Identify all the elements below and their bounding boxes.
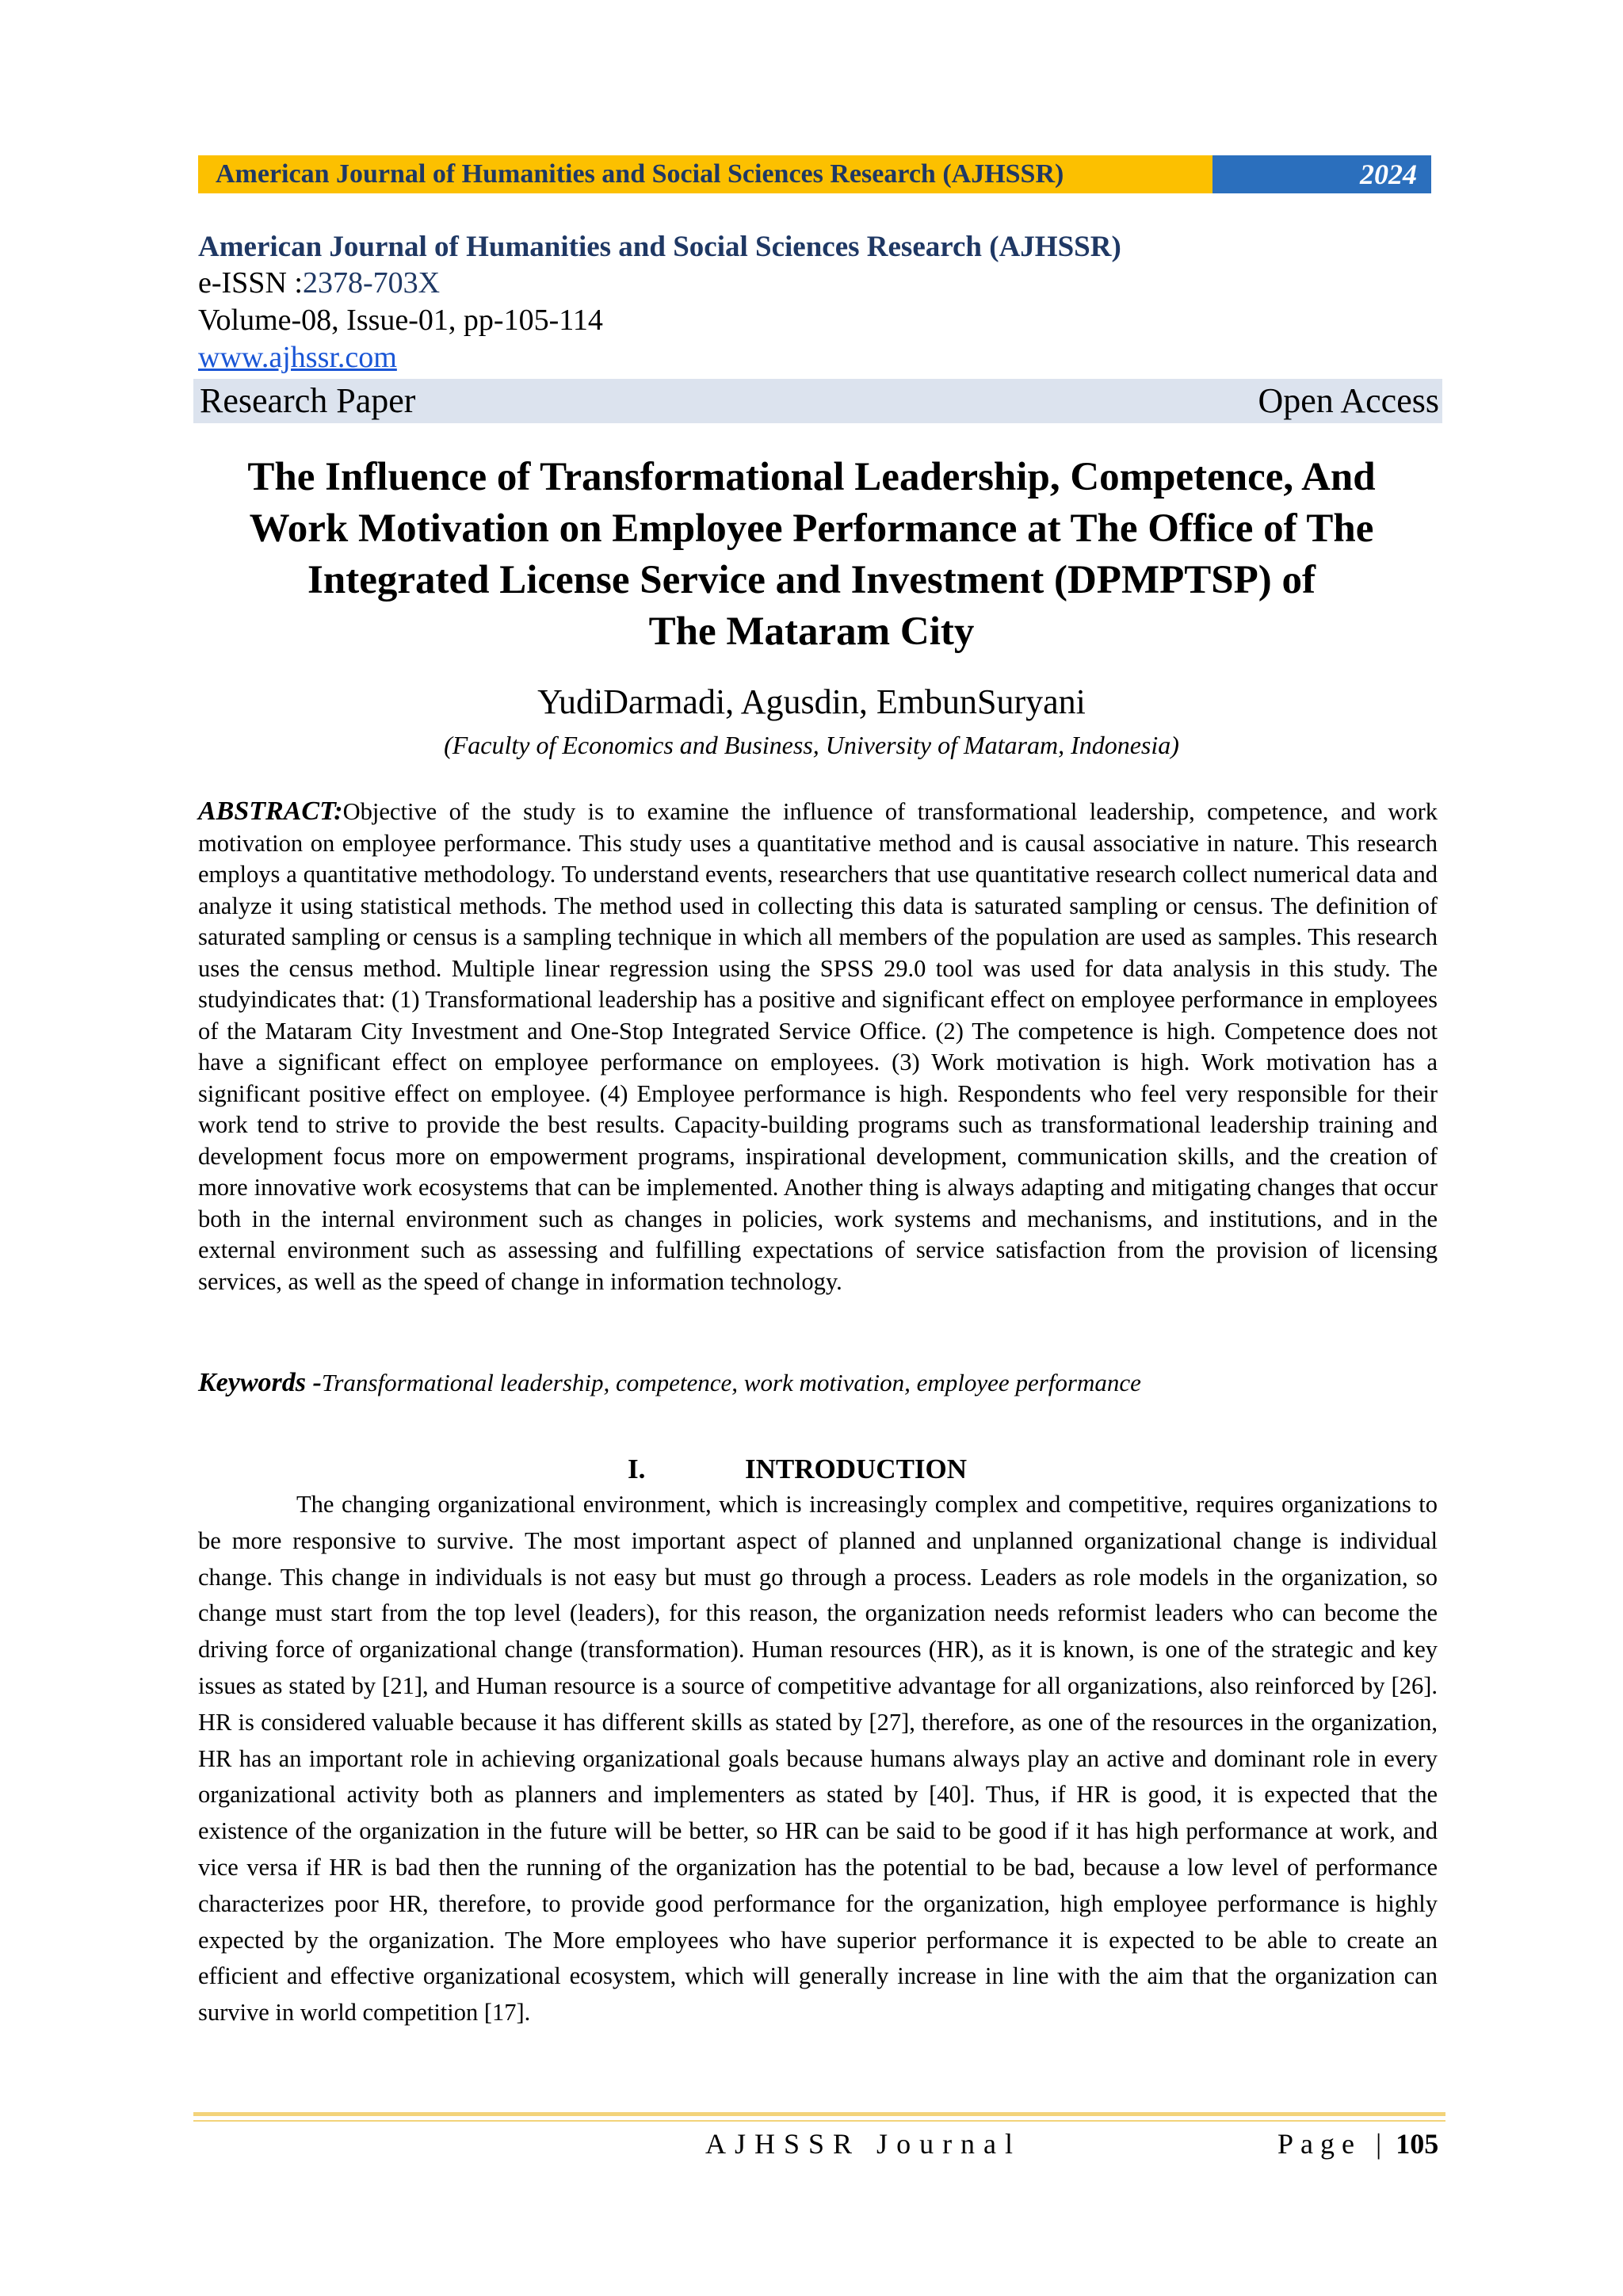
footer-rule-thin [193,2120,1445,2122]
issn-line [198,265,440,301]
authors: YudiDarmadi, Agusdin, EmbunSuryani [537,682,1086,721]
keywords [198,1368,1141,1398]
title-line: The Mataram City [648,609,975,654]
keywords-label: Keywords - [198,1368,322,1397]
abstract-label: ABSTRACT: [198,797,343,826]
paper-type-band [193,379,1442,423]
page-number: 105 [1396,2128,1439,2160]
paper-type: Research Paper [200,381,416,420]
running-header-year: 2024 [1212,155,1431,193]
footer-rule [193,2112,1445,2116]
running-header-journal: American Journal of Humanities and Social Sciences Research (AJHSSR) [198,155,1212,193]
volume-line: Volume-08, Issue-01, pp-105-114 [198,304,603,337]
section-number: I. [628,1454,646,1484]
introduction-paragraph: The changing organizational environment, which is increasingly complex and competitive, requires organizations to be more responsive to survive. The most important aspect of planned and unplanned organizational change is individual change. This change in individuals is not easy but must go through a process. Leaders as role models in the organization, so change must start from the top level (leaders), for this reason, the organization needs reformist leaders who can become the driving force of organizational change (transformation). Human resources (HR), as it is known, is one of the strategic and key issues as stated by [21], and Human resource is a source of competitive advantage for all organizations, also reinforced by [26]. HR is considered valuable because it has different skills as stated by [27], therefore, as one of the resources in the organization, HR has an important role in achieving organizational goals because humans always play an active and dominant role in every organizational activity both as planners and implementers as stated by [40]. Thus, if HR is good, it is expected that the existence of the organization in the future will be better, so HR can be said to be good if it has high performance at work, and vice versa if HR is bad then the running of the organization has the potential to be bad, because a low level of performance characterizes poor HR, therefore, to provide good performance for the organization, high employee performance is highly expected by the organization. The More employees who have superior performance it is expected to be able to create an efficient and effective organizational ecosystem, which will generally increase in line with the aim that the organization can survive in world competition [17]. [198,1491,1438,2027]
access-type: Open Access [1258,381,1439,420]
running-header [198,155,1431,193]
title-line: Work Motivation on Employee Performance at The Office of The [249,506,1374,551]
issn-value: 2378-703X [302,266,441,300]
abstract [198,796,1438,1297]
issn-label: e-ISSN : [198,266,303,300]
keywords-text: Transformational leadership, competence, work motivation, employee performance [321,1369,1141,1396]
footer-journal: AJHSSR Journal [705,2128,1022,2160]
abstract-text: Objective of the study is to examine the influence of transformational leadership, competence, and work motivation on employee performance. This study uses a quantitative method and is causal associative in nature. This research employs a quantitative methodology. To understand events, researchers that use quantitative research collect numerical data and analyze it using statistical methods. The method used in collecting this data is saturated sampling or census. The definition of saturated sampling or census is a sampling technique in which all members of the population are used as samples. This research uses the census method. Multiple linear regression using the SPSS 29.0 tool was used for data analysis in this study. The studyindicates that: (1) Transformational leadership has a positive and significant effect on employee performance in employees of the Mataram City Investment and One-Stop Integrated Service Office. (2) The competence is high. Competence does not have a significant effect on employee performance on employees. (3) Work motivation is high. Work motivation has a significant positive effect on employee. (4) Employee performance is high. Respondents who feel very responsible for their work tend to strive to provide the best results. Capacity-building programs such as transformational leadership training and development focus more on empowerment programs, inspirational development, communication skills, and the creation of more innovative work ecosystems that can be implemented. Another thing is always adapting and mitigating changes that occur both in the internal environment such as changes in policies, work systems and mechanisms, and institutions, and in the external environment such as assessing and fulfilling expectations of service satisfaction from the provision of licensing services, as well as the speed of change in information technology. [198,798,1438,1295]
footer-page [1277,2127,1438,2160]
page-label: Page | [1277,2128,1389,2160]
title-line: Integrated License Service and Investment (DPMPTSP) of [307,558,1316,602]
affiliation: (Faculty of Economics and Business, University of Mataram, Indonesia) [444,731,1179,759]
article-title [158,452,1465,658]
journal-website-link[interactable]: www.ajhssr.com [198,341,397,374]
title-line: The Influence of Transformational Leadership, Competence, And [247,455,1376,499]
section-title: INTRODUCTION [745,1454,968,1484]
journal-name: American Journal of Humanities and Social Sciences Research (AJHSSR) [198,231,1121,263]
